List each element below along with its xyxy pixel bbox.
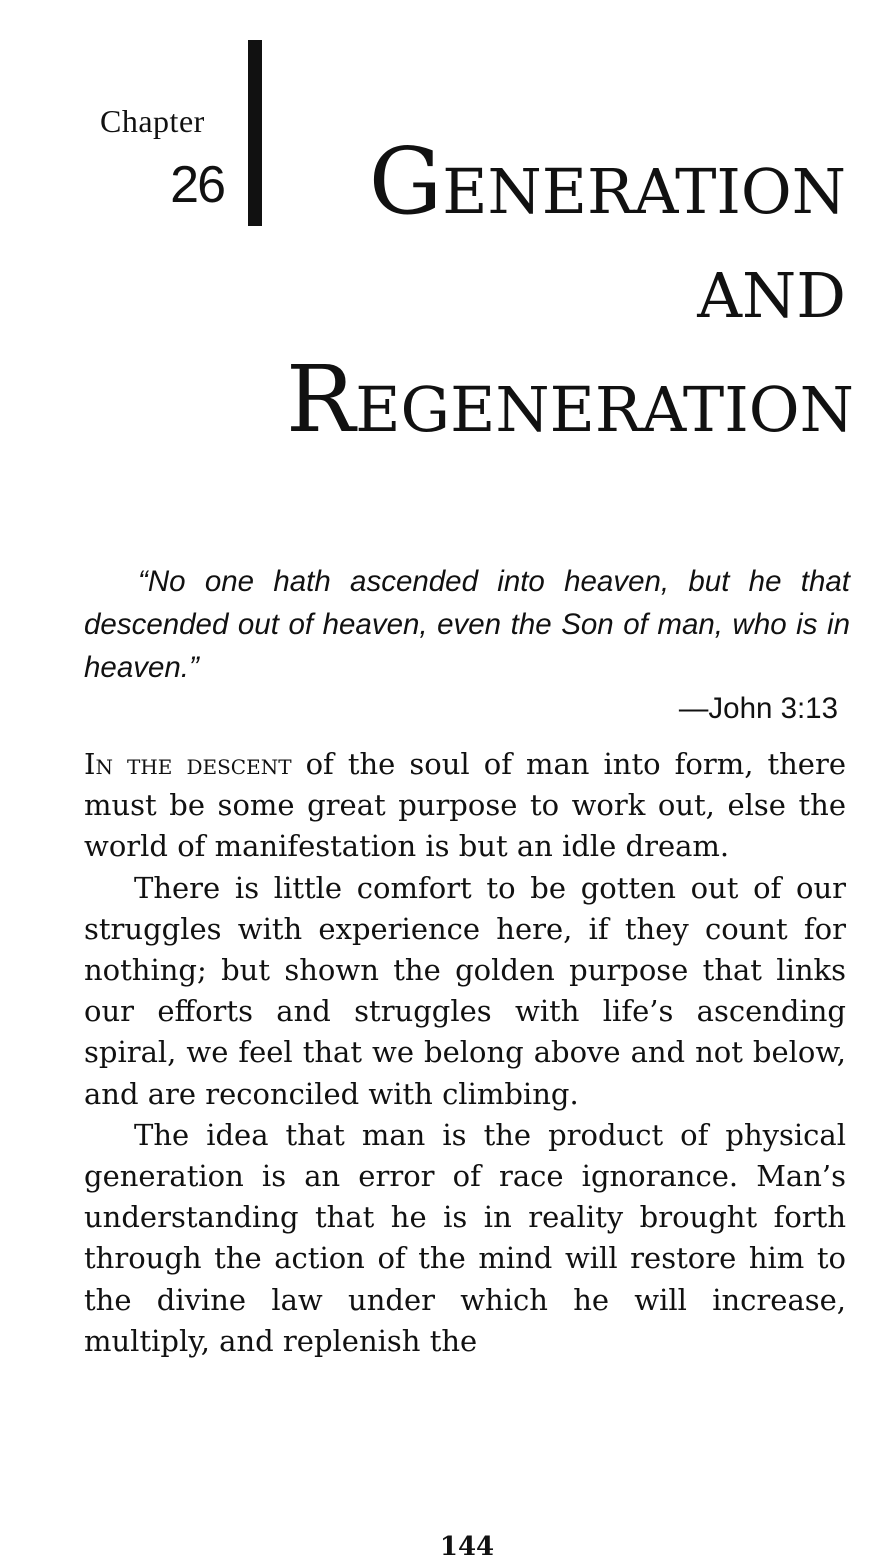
title-generation-rest: ENERATION bbox=[442, 155, 846, 228]
title-line-regeneration bbox=[286, 346, 854, 462]
title-line-generation bbox=[286, 130, 846, 244]
chapter-divider-rule bbox=[248, 40, 262, 226]
epigraph-source: —John 3:13 bbox=[678, 692, 838, 725]
chapter-label: Chapter bbox=[100, 103, 205, 139]
paragraph-3: The idea that man is the product of physical generation is an error of race ignorance. Man’s understanding that he is in reality brought forth through the action of the mind will restore him to the divine law under which he will increase, multiply, and replenish the bbox=[84, 1117, 846, 1358]
paragraph-2: There is little comfort to be gotten out of our struggles with experience here, if they count for nothing; but shown the golden purpose that links our efforts and struggles with life’s ascending spiral, we feel that we belong above and not below, and are reconciled with climbing. bbox=[84, 870, 846, 1111]
chapter-number: 26 bbox=[170, 156, 224, 214]
title-regeneration-rest: EGENERATION bbox=[355, 373, 854, 446]
paragraph-1-lead: In the descent bbox=[84, 747, 292, 781]
title-line-and: AND bbox=[697, 259, 846, 332]
epigraph-quote: “No one hath ascended into heaven, but he that descended out of heaven, even the Son of man, who is in heaven.” bbox=[84, 565, 850, 684]
title-initial-g: G bbox=[368, 128, 443, 235]
title-initial-r: R bbox=[286, 346, 356, 453]
chapter-title bbox=[286, 128, 854, 462]
paragraph-1 bbox=[84, 744, 846, 868]
chapter-body bbox=[84, 744, 846, 1362]
paragraph-1-text: of the soul of man into form, there must be some great purpose to work out, else the world of manifestation is but an idle dream. bbox=[84, 747, 846, 864]
page-number: 144 bbox=[439, 1532, 495, 1562]
